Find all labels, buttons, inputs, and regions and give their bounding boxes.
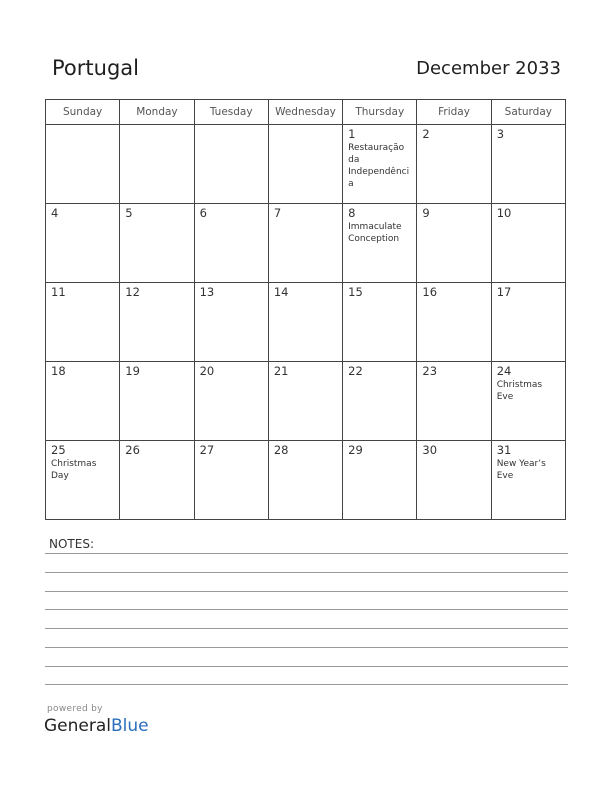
day-number: 26 bbox=[125, 443, 140, 457]
day-cell bbox=[417, 125, 491, 204]
day-cell bbox=[417, 204, 491, 283]
powered-by-text: powered by bbox=[47, 704, 103, 714]
weekday-sunday: Sunday bbox=[46, 100, 120, 125]
day-cell bbox=[268, 283, 342, 362]
logo-blue: Blue bbox=[111, 716, 149, 736]
day-cell bbox=[46, 125, 120, 204]
day-cell bbox=[194, 283, 268, 362]
weekday-saturday: Saturday bbox=[491, 100, 565, 125]
holiday-label: Restauração da Independência bbox=[348, 143, 410, 189]
day-number: 23 bbox=[422, 364, 438, 378]
day-cell bbox=[491, 204, 565, 283]
day-cell bbox=[46, 204, 120, 283]
day-cell bbox=[491, 441, 565, 520]
day-cell bbox=[268, 204, 342, 283]
day-number: 9 bbox=[422, 206, 430, 220]
notes-line bbox=[45, 609, 568, 610]
day-number: 13 bbox=[199, 285, 215, 299]
week-row bbox=[46, 204, 566, 283]
day-number: 22 bbox=[348, 364, 363, 378]
day-number: 31 bbox=[496, 443, 512, 457]
day-cell bbox=[194, 204, 268, 283]
notes-line bbox=[45, 591, 568, 592]
day-cell bbox=[46, 362, 120, 441]
day-number: 10 bbox=[496, 206, 512, 220]
day-number: 11 bbox=[51, 285, 66, 299]
day-cell bbox=[120, 283, 194, 362]
weekday-friday: Friday bbox=[417, 100, 491, 125]
day-number: 18 bbox=[51, 364, 66, 378]
day-cell bbox=[268, 362, 342, 441]
day-cell bbox=[120, 204, 194, 283]
day-number: 12 bbox=[125, 285, 140, 299]
day-cell bbox=[417, 362, 491, 441]
notes-line bbox=[45, 572, 568, 573]
calendar-grid bbox=[45, 99, 566, 520]
day-number: 20 bbox=[199, 364, 215, 378]
country-title: Portugal bbox=[52, 56, 139, 80]
day-cell bbox=[120, 362, 194, 441]
notes-label: NOTES: bbox=[49, 537, 94, 551]
day-number: 24 bbox=[496, 364, 512, 378]
day-number: 2 bbox=[422, 127, 430, 141]
day-number: 17 bbox=[496, 285, 512, 299]
day-cell bbox=[491, 283, 565, 362]
day-number: 6 bbox=[199, 206, 207, 220]
day-number: 5 bbox=[125, 206, 133, 220]
day-cell bbox=[343, 125, 417, 204]
day-cell bbox=[268, 441, 342, 520]
day-cell bbox=[343, 362, 417, 441]
day-number: 30 bbox=[422, 443, 438, 457]
day-number: 1 bbox=[348, 127, 356, 141]
day-number: 21 bbox=[273, 364, 289, 378]
day-cell bbox=[194, 125, 268, 204]
day-number: 19 bbox=[125, 364, 140, 378]
day-number: 28 bbox=[273, 443, 289, 457]
day-number: 3 bbox=[496, 127, 505, 141]
weekday-tuesday: Tuesday bbox=[194, 100, 268, 125]
holiday-label: Christmas Eve bbox=[496, 380, 543, 402]
holiday-label: Christmas Day bbox=[51, 459, 97, 481]
day-cell bbox=[343, 283, 417, 362]
day-cell bbox=[120, 441, 194, 520]
day-number: 4 bbox=[51, 206, 59, 220]
day-cell bbox=[46, 283, 120, 362]
week-row bbox=[46, 362, 566, 441]
generalblue-logo bbox=[44, 716, 149, 736]
day-cell bbox=[194, 362, 268, 441]
notes-line bbox=[45, 684, 568, 685]
day-number: 27 bbox=[199, 443, 215, 457]
weekday-header-row bbox=[46, 100, 566, 125]
holiday-label: Immaculate Conception bbox=[348, 222, 402, 244]
week-row bbox=[46, 283, 566, 362]
notes-line bbox=[45, 666, 568, 667]
day-cell bbox=[46, 441, 120, 520]
day-number: 29 bbox=[348, 443, 363, 457]
day-cell bbox=[194, 441, 268, 520]
month-year-title: December 2033 bbox=[416, 58, 561, 79]
day-cell bbox=[491, 362, 565, 441]
logo-general: General bbox=[44, 716, 111, 736]
day-number: 25 bbox=[51, 443, 66, 457]
day-cell bbox=[343, 204, 417, 283]
day-cell bbox=[417, 283, 491, 362]
day-cell bbox=[120, 125, 194, 204]
weekday-thursday: Thursday bbox=[343, 100, 417, 125]
day-cell bbox=[268, 125, 342, 204]
weekday-wednesday: Wednesday bbox=[268, 100, 342, 125]
day-number: 15 bbox=[348, 285, 363, 299]
day-number: 7 bbox=[273, 206, 282, 220]
notes-line bbox=[45, 647, 568, 648]
day-number: 14 bbox=[273, 285, 289, 299]
day-number: 8 bbox=[348, 206, 356, 220]
day-cell bbox=[491, 125, 565, 204]
notes-line bbox=[45, 553, 568, 554]
notes-line bbox=[45, 628, 568, 629]
day-cell bbox=[343, 441, 417, 520]
week-row bbox=[46, 125, 566, 204]
week-row bbox=[46, 441, 566, 520]
holiday-label: New Year’s Eve bbox=[496, 459, 546, 481]
weekday-monday: Monday bbox=[120, 100, 194, 125]
day-number: 16 bbox=[422, 285, 438, 299]
day-cell bbox=[417, 441, 491, 520]
